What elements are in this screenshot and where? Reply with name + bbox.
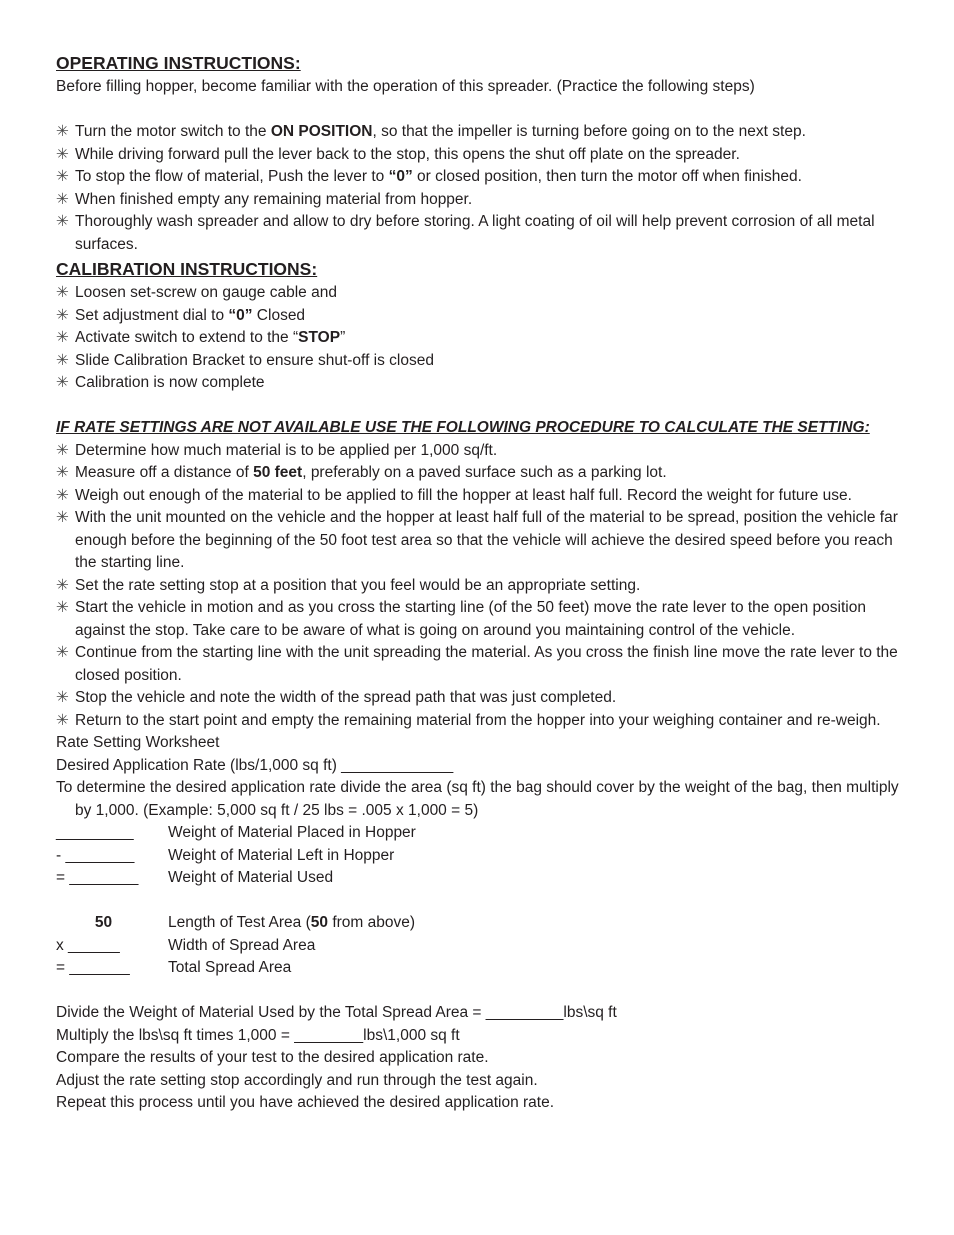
procedure-step-9: ✳ Return to the start point and empty the remaining material from the hopper into your weighing container and re-weigh. <box>56 710 906 733</box>
asterisk-bullet-icon: ✳ <box>56 576 69 594</box>
asterisk-bullet-icon: ✳ <box>56 213 69 230</box>
procedure-heading: IF RATE SETTINGS ARE NOT AVAILABLE USE THE FOLLOWING PROCEDURE TO CALCULATE THE SETTING: <box>56 419 870 436</box>
asterisk-bullet-icon: ✳ <box>56 644 69 661</box>
calibration-step-4: ✳ Slide Calibration Bracket to ensure shut-off is closed <box>56 350 906 373</box>
asterisk-bullet-icon: ✳ <box>56 190 69 208</box>
divide-line: Divide the Weight of Material Used by the Total Spread Area = _________lbs\sq ft <box>56 1004 617 1021</box>
procedure-step-7: ✳ Continue from the starting line with the unit spreading the material. As you cross the finish line move the rate lever to the closed position. <box>56 644 898 684</box>
multiply-line: Multiply the lbs\sq ft times 1,000 = ________lbs\1,000 sq ft <box>56 1026 460 1044</box>
worksheet-row-length: 50 Length of Test Area (50 from above) <box>94 914 416 931</box>
asterisk-bullet-icon: ✳ <box>56 464 69 481</box>
worksheet-row-weight-left: - ________ Weight of Material Left in Hopper <box>56 846 395 864</box>
procedure-step-1: ✳ Determine how much material is to be applied per 1,000 sq/ft. <box>56 440 906 463</box>
asterisk-bullet-icon: ✳ <box>56 599 69 616</box>
worksheet-title: Rate Setting Worksheet <box>56 734 220 751</box>
asterisk-bullet-icon: ✳ <box>56 486 69 504</box>
asterisk-bullet-icon: ✳ <box>56 689 69 706</box>
operating-step-3: ✳ To stop the flow of material, Push the lever to “0” or closed position, then turn the motor off when finished. <box>56 166 906 189</box>
operating-intro: Before filling hopper, become familiar with the operation of this spreader. (Practice the following steps) <box>56 78 755 95</box>
desired-rate-line: Desired Application Rate (lbs/1,000 sq ft) _____________ <box>56 756 454 774</box>
asterisk-bullet-icon: ✳ <box>56 711 69 729</box>
procedure-step-4: ✳ With the unit mounted on the vehicle and the hopper at least half full of the material to be spread, position the vehicle far enough before the beginning of the 50 foot test area so that the vehicle will achieve the desired speed before you reach the starting line. <box>56 509 898 571</box>
asterisk-bullet-icon: ✳ <box>56 123 69 140</box>
calibration-step-1: ✳ Loosen set-screw on gauge cable and <box>56 282 906 305</box>
worksheet-row-width: x ______ Width of Spread Area <box>56 936 316 954</box>
procedure-step-6: ✳ Start the vehicle in motion and as you cross the starting line (of the 50 feet) move the rate lever to the open position against the stop. Take care to be aware of what is going on around you maintaining control of the vehicle. <box>56 599 866 639</box>
calibration-heading: CALIBRATION INSTRUCTIONS: <box>56 259 318 279</box>
calibration-step-2: ✳ Set adjustment dial to “0” Closed <box>56 305 906 328</box>
repeat-line: Repeat this process until you have achieved the desired application rate. <box>56 1094 555 1111</box>
worksheet-row-weight-placed: _________ Weight of Material Placed in Hopper <box>56 824 416 841</box>
operating-step-4: ✳ When finished empty any remaining material from hopper. <box>56 189 906 212</box>
asterisk-bullet-icon: ✳ <box>56 329 69 346</box>
procedure-step-3: ✳ Weigh out enough of the material to be applied to fill the hopper at least half full. Record the weight for future use. <box>56 485 906 508</box>
calibration-step-3: ✳ Activate switch to extend to the “STOP” <box>56 327 906 350</box>
asterisk-bullet-icon: ✳ <box>56 284 69 301</box>
worksheet-row-total-area: = _______ Total Spread Area <box>56 959 292 976</box>
operating-step-2: ✳ While driving forward pull the lever back to the stop, this opens the shut off plate on the spreader. <box>56 144 906 167</box>
worksheet-row-weight-used: = ________ Weight of Material Used <box>56 869 334 886</box>
document-page <box>56 50 906 1115</box>
asterisk-bullet-icon: ✳ <box>56 374 69 391</box>
asterisk-bullet-icon: ✳ <box>56 168 69 185</box>
asterisk-bullet-icon: ✳ <box>56 145 69 163</box>
operating-step-1: ✳ Turn the motor switch to the ON POSITION, so that the impeller is turning before going on to the next step. <box>56 121 906 144</box>
asterisk-bullet-icon: ✳ <box>56 509 69 526</box>
spacer <box>56 99 906 122</box>
adjust-line: Adjust the rate setting stop accordingly and run through the test again. <box>56 1071 538 1089</box>
asterisk-bullet-icon: ✳ <box>56 306 69 324</box>
calibration-step-5: ✳ Calibration is now complete <box>56 372 906 395</box>
asterisk-bullet-icon: ✳ <box>56 441 69 459</box>
spacer <box>56 890 906 913</box>
procedure-step-5: ✳ Set the rate setting stop at a position that you feel would be an appropriate setting. <box>56 575 906 598</box>
spacer <box>56 395 906 418</box>
asterisk-bullet-icon: ✳ <box>56 351 69 369</box>
compare-line: Compare the results of your test to the desired application rate. <box>56 1049 489 1066</box>
operating-heading: OPERATING INSTRUCTIONS: <box>56 53 301 73</box>
determine-rate-text: To determine the desired application rate divide the area (sq ft) the bag should cover by the weight of the bag, then multiply by 1,000. (Example: 5,000 sq ft / 25 lbs = .005 x 1,000 = 5) <box>56 779 899 819</box>
procedure-step-8: ✳ Stop the vehicle and note the width of the spread path that was just completed. <box>56 687 906 710</box>
procedure-step-2: ✳ Measure off a distance of 50 feet, preferably on a paved surface such as a parking lot. <box>56 462 906 485</box>
spacer <box>56 980 906 1003</box>
operating-step-5: ✳ Thoroughly wash spreader and allow to dry before storing. A light coating of oil will help prevent corrosion of all metal surfaces. <box>56 213 875 253</box>
